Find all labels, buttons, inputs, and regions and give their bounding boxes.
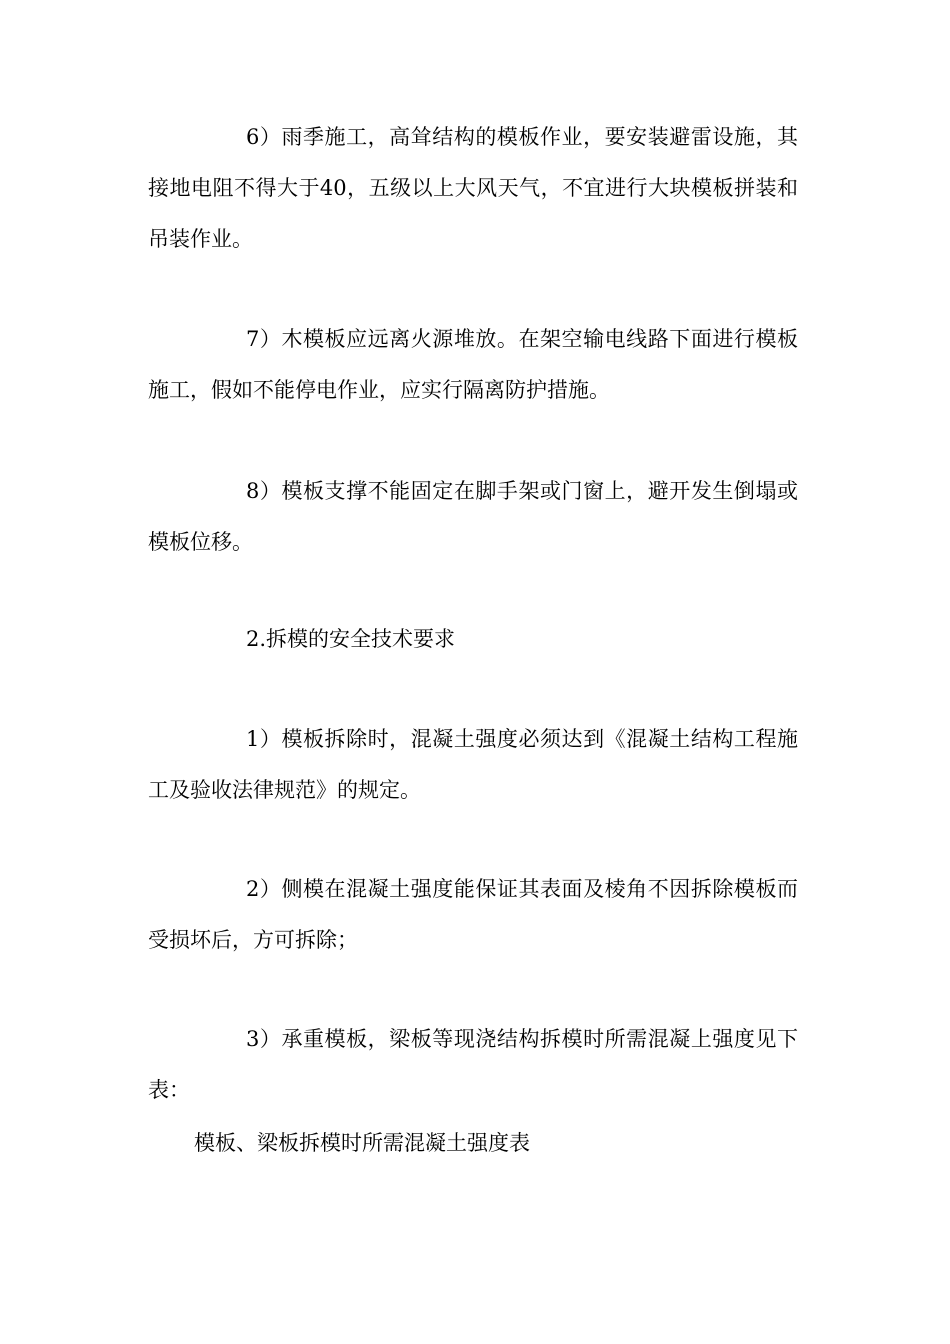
paragraph-support-fixing: 8）模板支撑不能固定在脚手架或门窗上，避开发生倒塌或模板位移。 [148,479,798,554]
paragraph-rainy-season: 6）雨季施工，高耸结构的模板作业，要安装避雷设施，其接地电阻不得大于40，五级以上大风天气，不宜进行大块模板拼装和吊装作业。 [148,125,798,251]
table-caption: 模板、梁板拆模时所需混凝土强度表 [194,1131,530,1155]
paragraph-fire-source: 7）木模板应远离火源堆放。在架空输电线路下面进行模板施工，假如不能停电作业，应实行隔离防护措施。 [148,327,798,402]
section-heading-removal: 2.拆模的安全技术要求 [246,627,456,651]
paragraph-load-bearing: 3）承重模板，梁板等现浇结构拆模时所需混凝上强度见下表： [148,1027,798,1102]
paragraph-side-formwork: 2）侧模在混凝土强度能保证其表面及棱角不因拆除模板而受损坏后，方可拆除； [148,877,798,952]
paragraph-removal-strength: 1）模板拆除时，混凝土强度必须达到《混凝土结构工程施工及验收法律规范》的规定。 [148,727,798,802]
